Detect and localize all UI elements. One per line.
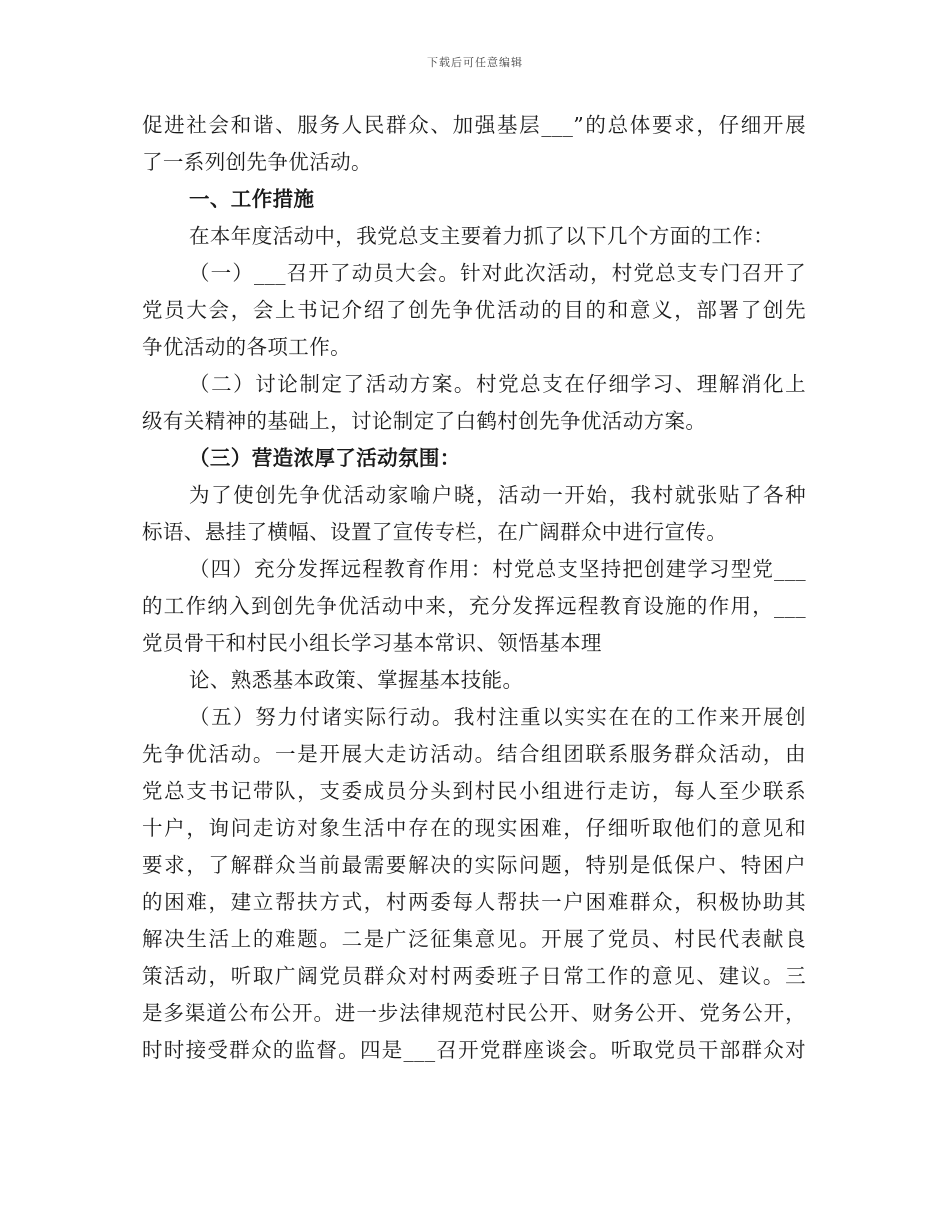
paragraph-line: 要求，了解群众当前最需要解决的实际问题，特别是低保户、特困户 — [142, 853, 806, 877]
paragraph-line: 论、熟悉基本政策、掌握基本技能。 — [189, 668, 524, 692]
paragraph-line: 策活动，听取广阔党员群众对村两委班子日常工作的意见、建议。三 — [142, 964, 806, 988]
paragraph-line: 党总支书记带队，支委成员分头到村民小组进行走访，每人至少联系 — [142, 779, 806, 803]
paragraph-line: 促进社会和谐、服务人民群众、加强基层___”的总体要求，仔细开展 — [142, 113, 806, 137]
paragraph-line: 先争优活动。一是开展大走访活动。结合组团联系服务群众活动，由 — [142, 742, 806, 766]
paragraph-line: 解决生活上的难题。二是广泛征集意见。开展了党员、村民代表献良 — [142, 927, 806, 951]
paragraph-line: （一）___召开了动员大会。针对此次活动，村党总支专门召开了 — [189, 261, 806, 285]
paragraph-line: 了一系列创先争优活动。 — [142, 150, 372, 174]
paragraph-line: 党员骨干和村民小组长学习基本常识、领悟基本理 — [142, 631, 602, 655]
paragraph-line: 时时接受群众的监督。四是___召开党群座谈会。听取党员干部群众对 — [142, 1038, 806, 1062]
paragraph-line: 级有关精神的基础上，讨论制定了白鹤村创先争优活动方案。 — [142, 409, 707, 433]
section-heading: （三）营造浓厚了活动氛围： — [189, 446, 461, 470]
paragraph-line: （二）讨论制定了活动方案。村党总支在仔细学习、理解消化上 — [189, 372, 806, 396]
section-heading: 一、工作措施 — [189, 187, 315, 211]
paragraph-line: （四）充分发挥远程教育作用：村党总支坚持把创建学习型党___ — [189, 557, 806, 581]
paragraph-line: 标语、悬挂了横幅、设置了宣传专栏，在广阔群众中进行宣传。 — [142, 520, 728, 544]
paragraph-line: 在本年度活动中，我党总支主要着力抓了以下几个方面的工作： — [189, 224, 775, 248]
page-header-note: 下载后可任意编辑 — [427, 56, 523, 69]
paragraph-line: （五）努力付诸实际行动。我村注重以实实在在的工作来开展创 — [189, 705, 806, 729]
document-body — [142, 107, 806, 1069]
paragraph-line: 的工作纳入到创先争优活动中来，充分发挥远程教育设施的作用，___ — [142, 594, 806, 618]
paragraph-line: 的困难，建立帮扶方式，村两委每人帮扶一户困难群众，积极协助其 — [142, 890, 806, 914]
paragraph-line: 十户，询问走访对象生活中存在的现实困难，仔细听取他们的意见和 — [142, 816, 806, 840]
paragraph-line: 党员大会，会上书记介绍了创先争优活动的目的和意义，部署了创先 — [142, 298, 806, 322]
paragraph-line: 为了使创先争优活动家喻户晓，活动一开始，我村就张贴了各种 — [189, 483, 806, 507]
paragraph-line: 是多渠道公布公开。进一步法律规范村民公开、财务公开、党务公开， — [142, 1001, 806, 1025]
paragraph-line: 争优活动的各项工作。 — [142, 335, 351, 359]
